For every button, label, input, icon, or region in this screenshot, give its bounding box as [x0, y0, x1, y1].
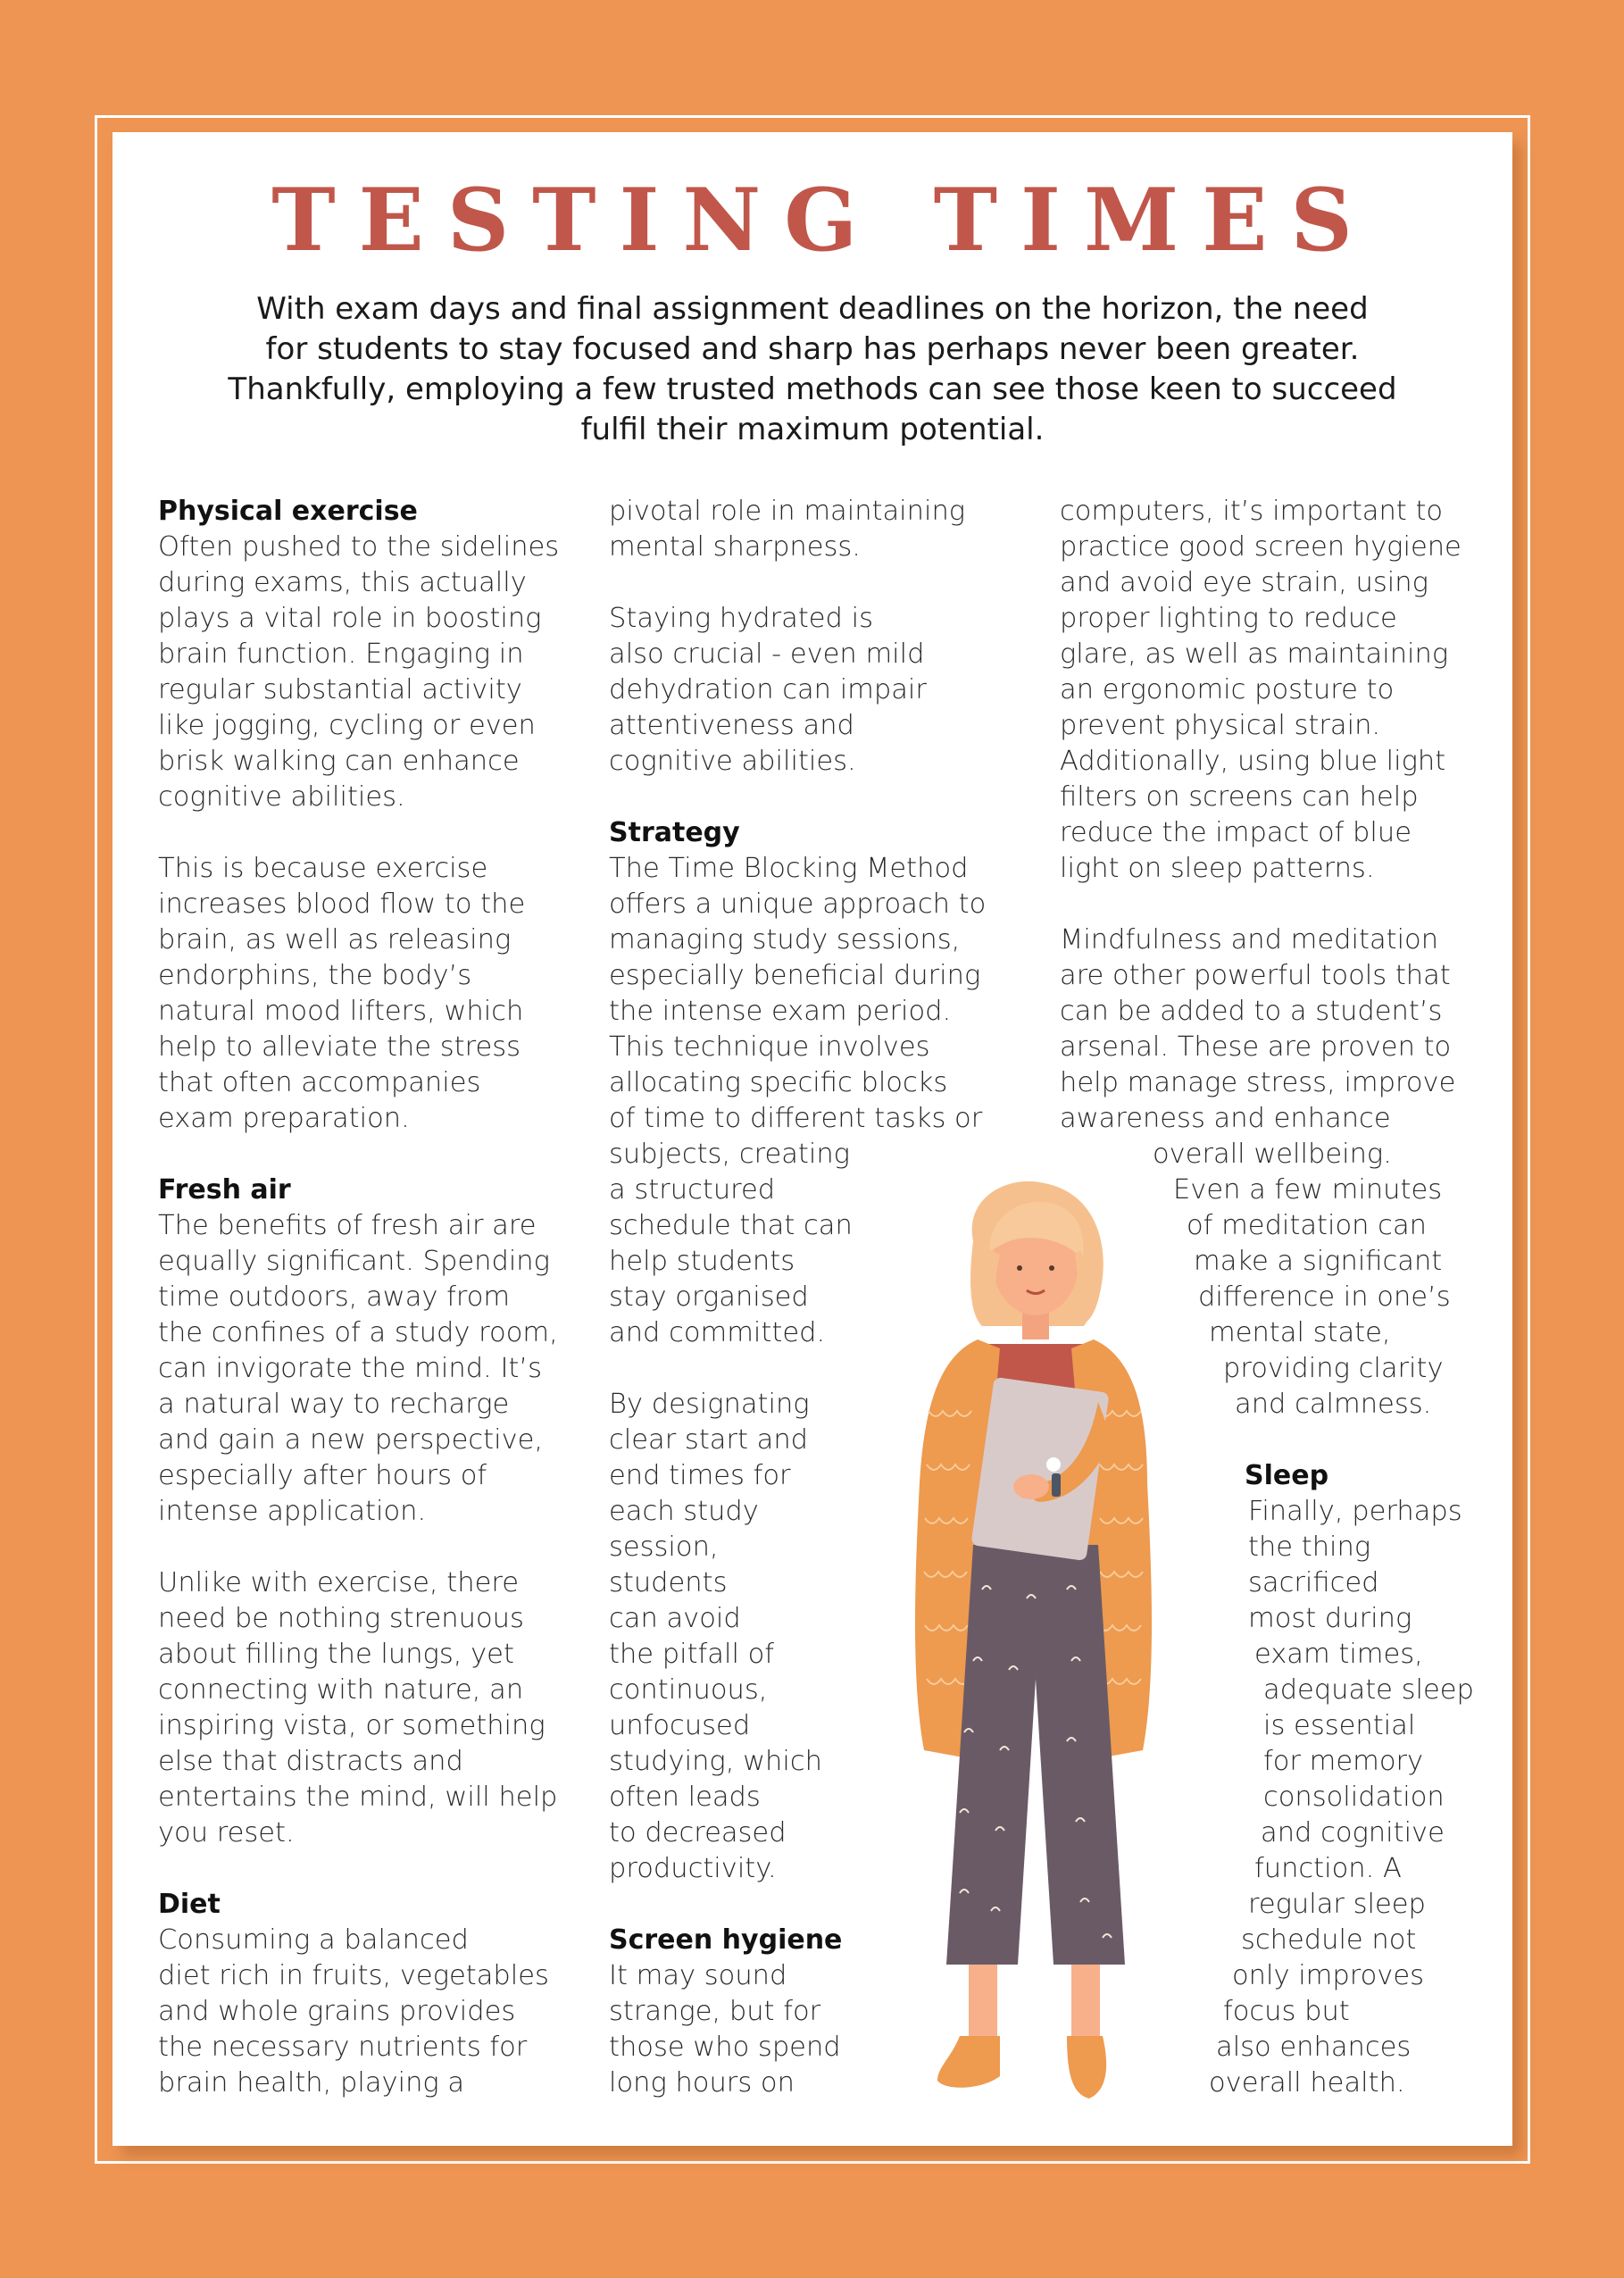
intro-line: fulfil their maximum potential. [580, 412, 1045, 447]
text-line [158, 1530, 559, 1565]
text-line: increases blood flow to the [158, 889, 526, 920]
text-line: help students [609, 1246, 795, 1277]
section-heading: Screen hygiene [609, 1924, 843, 1956]
student-illustration [875, 1179, 1196, 2107]
text-line: cognitive abilities. [158, 781, 405, 813]
text-line: a natural way to recharge [158, 1389, 510, 1420]
text-line: intense application. [158, 1496, 427, 1527]
text-line: natural mood lifters, which [158, 996, 524, 1027]
text-line: of time to different tasks or [609, 1103, 983, 1134]
text-line: filters on screens can help [1060, 781, 1419, 813]
text-line: sacrificed [1248, 1567, 1379, 1598]
text-column-1 [158, 494, 559, 2101]
text-line: dehydration can impair [609, 674, 927, 705]
text-line: mental state, [1209, 1317, 1391, 1348]
text-line: computers, it’s important to [1060, 496, 1444, 527]
text-line: offers a unique approach to [609, 889, 987, 920]
text-line: brisk walking can enhance [158, 746, 520, 777]
text-line [158, 1137, 559, 1172]
text-line: The benefits of fresh air are [158, 1210, 537, 1241]
text-line: light on sleep patterns. [1060, 853, 1375, 884]
text-line: are other powerful tools that [1060, 960, 1451, 991]
text-line: endorphins, the body’s [158, 960, 472, 991]
text-line: the intense exam period. [609, 996, 952, 1027]
page-title: TESTING TIMES [271, 170, 1376, 271]
intro-line: With exam days and final assignment deadlines on the horizon, the need [256, 291, 1369, 327]
section-heading: Diet [158, 1889, 221, 1920]
text-line: consolidation [1263, 1782, 1445, 1813]
text-line: Often pushed to the sidelines [158, 531, 560, 563]
text-line: connecting with nature, an [158, 1674, 524, 1706]
text-line: proper lighting to reduce [1060, 603, 1397, 634]
text-line: plays a vital role in boosting [158, 603, 542, 634]
text-line: overall health. [1209, 2067, 1405, 2099]
text-line: need be nothing strenuous [158, 1603, 524, 1634]
text-line: focus but [1223, 1996, 1350, 2027]
text-line: exam times, [1254, 1639, 1423, 1670]
text-line: especially after hours of [158, 1460, 487, 1491]
text-line: schedule not [1241, 1924, 1417, 1956]
intro-line: for students to stay focused and sharp has perhaps never been greater. [265, 331, 1360, 367]
text-line: the thing [1248, 1531, 1371, 1563]
text-line: reduce the impact of blue [1060, 817, 1412, 848]
text-line: session, [609, 1531, 719, 1563]
text-line: brain, as well as releasing [158, 924, 512, 955]
text-line: students [609, 1567, 728, 1598]
text-line: overall wellbeing. [1153, 1139, 1392, 1170]
text-line: providing clarity [1223, 1353, 1444, 1384]
section-heading: Strategy [609, 817, 740, 848]
text-line: studying, which [609, 1746, 822, 1777]
text-line: exam preparation. [158, 1103, 410, 1134]
text-line: adequate sleep [1263, 1674, 1474, 1706]
text-line: allocating specific blocks [609, 1067, 948, 1098]
section-heading: Sleep [1245, 1460, 1329, 1491]
text-line: those who spend [609, 2032, 841, 2063]
text-line: schedule that can [609, 1210, 853, 1241]
text-line: continuous, [609, 1674, 768, 1706]
text-line: regular substantial activity [158, 674, 522, 705]
text-line: and avoid eye strain, using [1060, 567, 1428, 598]
text-line: awareness and enhance [1060, 1103, 1391, 1134]
text-line: This is because exercise [158, 853, 488, 884]
text-line: about filling the lungs, yet [158, 1639, 514, 1670]
text-line: to decreased [609, 1817, 787, 1848]
text-line [158, 1851, 559, 1887]
text-line: difference in one’s [1198, 1281, 1451, 1313]
text-line: can avoid [609, 1603, 741, 1634]
text-line: for memory [1263, 1746, 1424, 1777]
text-line: By designating [609, 1389, 810, 1420]
text-line: the necessary nutrients for [158, 2032, 528, 2063]
text-line: It may sound [609, 1960, 787, 1991]
text-line: unfocused [609, 1710, 751, 1741]
text-line: the confines of a study room, [158, 1317, 558, 1348]
text-line: time outdoors, away from [158, 1281, 511, 1313]
text-line: Finally, perhaps [1248, 1496, 1462, 1527]
text-line: Mindfulness and meditation [1060, 924, 1439, 955]
text-line: often leads [609, 1782, 761, 1813]
text-line: equally significant. Spending [158, 1246, 550, 1277]
text-line: only improves [1232, 1960, 1424, 1991]
text-line [609, 565, 986, 601]
text-line: brain health, playing a [158, 2067, 465, 2099]
text-line: like jogging, cycling or even [158, 710, 536, 741]
text-line: stay organised [609, 1281, 809, 1313]
text-line: that often accompanies [158, 1067, 481, 1098]
text-line: an ergonomic posture to [1060, 674, 1395, 705]
text-line: Additionally, using blue light [1060, 746, 1446, 777]
text-line: diet rich in fruits, vegetables [158, 1960, 549, 1991]
text-line [609, 780, 986, 815]
text-line: cognitive abilities. [609, 746, 856, 777]
text-line: The Time Blocking Method [609, 853, 969, 884]
text-line: during exams, this actually [158, 567, 527, 598]
section-heading: Physical exercise [158, 496, 418, 527]
text-line: brain function. Engaging in [158, 638, 524, 670]
text-line: you reset. [158, 1817, 295, 1848]
text-line: is essential [1263, 1710, 1416, 1741]
text-line: function. A [1254, 1853, 1402, 1884]
text-line: help manage stress, improve [1060, 1067, 1456, 1098]
text-line: subjects, creating [609, 1139, 850, 1170]
text-line: and gain a new perspective, [158, 1424, 544, 1456]
text-line: of meditation can [1187, 1210, 1427, 1241]
text-line: also crucial - even mild [609, 638, 925, 670]
text-line: prevent physical strain. [1060, 710, 1381, 741]
text-line: especially beneficial during [609, 960, 981, 991]
text-line: This technique involves [609, 1031, 930, 1063]
text-line: each study [609, 1496, 759, 1527]
text-line: end times for [609, 1460, 791, 1491]
text-line: can invigorate the mind. It’s [158, 1353, 542, 1384]
text-line: most during [1248, 1603, 1412, 1634]
text-line: arsenal. These are proven to [1060, 1031, 1452, 1063]
text-line: managing study sessions, [609, 924, 961, 955]
text-line: and whole grains provides [158, 1996, 516, 2027]
text-line: attentiveness and [609, 710, 854, 741]
text-line: strange, but for [609, 1996, 821, 2027]
text-line: long hours on [609, 2067, 795, 2099]
text-line: mental sharpness. [609, 531, 862, 563]
text-line [158, 815, 559, 851]
text-line: help to alleviate the stress [158, 1031, 521, 1063]
text-line: also enhances [1216, 2032, 1412, 2063]
intro-paragraph [201, 289, 1424, 450]
text-line: regular sleep [1248, 1889, 1426, 1920]
text-line: the pitfall of [609, 1639, 775, 1670]
text-line: pivotal role in maintaining [609, 496, 966, 527]
text-line: can be added to a student’s [1060, 996, 1443, 1027]
text-line: entertains the mind, will help [158, 1782, 558, 1813]
text-line: Consuming a balanced [158, 1924, 469, 1956]
text-line: inspiring vista, or something [158, 1710, 545, 1741]
text-line: make a significant [1194, 1246, 1443, 1277]
text-line: else that distracts and [158, 1746, 463, 1777]
text-line: and calmness. [1235, 1389, 1432, 1420]
text-line: a structured [609, 1174, 776, 1206]
text-line: productivity. [609, 1853, 777, 1884]
text-line: clear start and [609, 1424, 809, 1456]
text-line: Unlike with exercise, there [158, 1567, 519, 1598]
text-line: and cognitive [1261, 1817, 1445, 1848]
text-line: Even a few minutes [1173, 1174, 1443, 1206]
text-line: glare, as well as maintaining [1060, 638, 1449, 670]
text-line: practice good screen hygiene [1060, 531, 1462, 563]
text-line [1060, 887, 1474, 922]
intro-line: Thankfully, employing a few trusted methods can see those keen to succeed [228, 371, 1397, 407]
section-heading: Fresh air [158, 1174, 291, 1206]
text-line: Staying hydrated is [609, 603, 873, 634]
text-line: and committed. [609, 1317, 826, 1348]
